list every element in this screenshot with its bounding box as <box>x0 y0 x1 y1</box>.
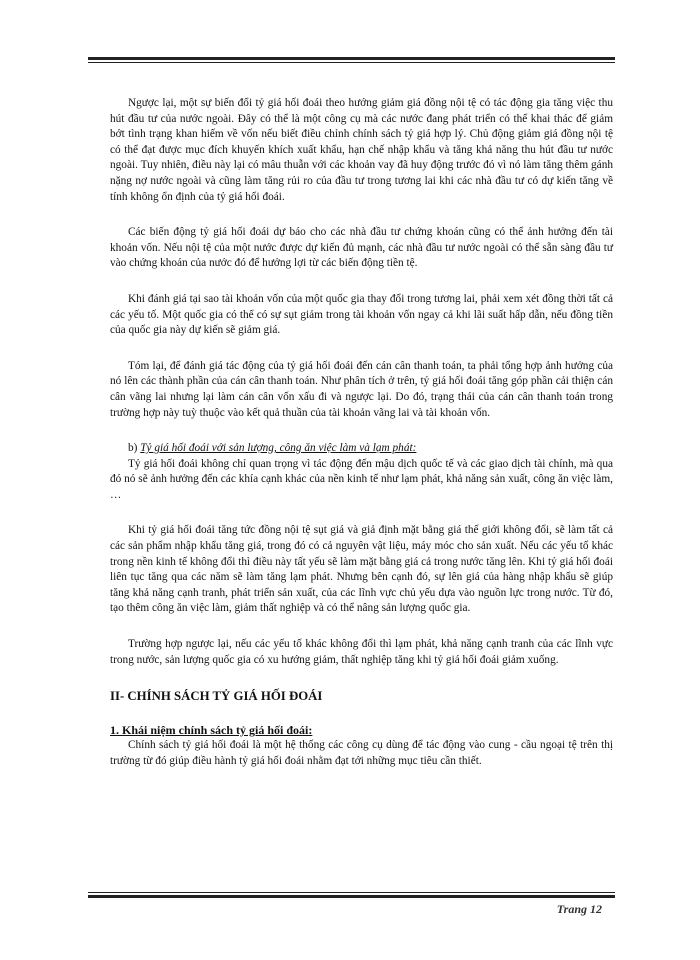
definition-paragraph: Chính sách tỷ giá hối đoái là một hệ thống các công cụ dùng để tác động vào cung - cầu ngoại tệ trên thị trường từ đó giúp điều hành tỷ giá hối đoái nhằm đạt tới những mục tiêu cần thiết. <box>110 739 613 767</box>
page-number: Trang 12 <box>556 902 602 916</box>
footer-rule <box>88 892 615 896</box>
paragraph: Khi tỷ giá hối đoái tăng tức đồng nội tệ sụt giá và giả định mặt bằng giá thế giới không đổi, sẽ làm tất cả các sản phẩm nhập khẩu tăng giá, trong đó có cả nguyên vật liệu, máy móc cho sản xuất. Nếu các yếu tố khác trong nền kinh tế không đổi thì điều này tất yếu sẽ làm mặt bằng giá cả trong nước tăng lên. Khi tỷ giá hối đoái liên tục tăng qua các năm sẽ làm tăng lạm phát. Nhưng bên cạnh đó, sự lên giá của hàng nhập khẩu sẽ giúp tăng khả năng cạnh tranh, phát triển sản xuất, của các lĩnh vực chủ yếu dựa vào nguồn lực trong nước. Từ đó, tạo thêm công ăn việc làm, giảm thất nghiệp và có thể nâng sản lượng quốc gia. <box>110 524 613 615</box>
header-rule <box>88 57 615 62</box>
subsection-b-text: Tỷ giá hối đoái với sản lượng, công ăn việc làm và lạm phát: <box>140 442 417 455</box>
paragraph: Các biến động tỷ giá hối đoái dự báo cho các nhà đầu tư chứng khoán cũng có thể ảnh hưởng đến tài khoản vốn. Nếu nội tệ của một nước được dự kiến đủ mạnh, các nhà đầu tư nước ngoài có thể sẵn sàng đầu tư vào chứng khoán của nước đó để hưởng lợi từ các biến động tiền tệ. <box>110 226 613 270</box>
section-subheading: 1. Khái niệm chính sách tỷ giá hối đoái: <box>110 723 313 738</box>
section-heading: II- CHÍNH SÁCH TỶ GIÁ HỐI ĐOÁI <box>110 689 323 704</box>
subsection-b-prefix: b) <box>128 442 141 455</box>
paragraph: Ngược lại, một sự biến đổi tỷ giá hối đoái theo hướng giảm giá đồng nội tệ có tác động gia tăng việc thu hút đầu tư của nước ngoài. Đây có thể là một công cụ mà các nước đang phát triển có thể khai thác để giảm bớt tình trạng khan hiếm về vốn nếu biết điều chỉnh chính sách tỷ giá hợp lý. Chủ động giảm giá đồng nội tệ có thể đạt được mục đích khuyến khích xuất khẩu, hạn chế nhập khẩu và tăng khả năng thu hút đầu tư nước ngoài. Tuy nhiên, điều này lại có mâu thuẫn với các khoản vay đã huy động trước đó vì nó làm tăng thêm gánh nặng nợ nước ngoài và cũng làm tăng rủi ro của đầu tư trong tương lai khi các nhà đầu tư có dự kiến tăng về tính không ổn định của tỷ giá hối đoái. <box>110 97 613 203</box>
paragraph: Trường hợp ngược lại, nếu các yếu tố khác không đổi thì lạm phát, khả năng cạnh tranh của các lĩnh vực trong nước, sản lượng quốc gia có xu hướng giảm, thất nghiệp tăng khi tỷ giá hối đoái giảm xuống. <box>110 638 613 666</box>
subsection-b-title <box>110 441 613 457</box>
paragraph: Khi đánh giá tại sao tài khoản vốn của một quốc gia thay đổi trong tương lai, phải xem xét đồng thời tất cả các yếu tố. Một quốc gia có thể có sự sụt giảm trong tài khoản vốn ngay cả khi lãi suất hấp dẫn, nếu đồng tiền của quốc gia này dự kiến sẽ giảm giá. <box>110 292 613 337</box>
page-body <box>110 96 613 789</box>
paragraph: Tóm lại, để đánh giá tác động của tỷ giá hối đoái đến cán cân thanh toán, ta phải tổng hợp ảnh hưởng của nó lên các thành phần của cán cân thanh toán. Như phân tích ở trên, tỷ giá hối đoái tăng góp phần cải thiện cán cân vãng lai nhưng lại làm cán cân vốn xấu đi và ngược lại. Do đó, trạng thái của cán cân thanh toán trong trường hợp này tuỳ thuộc vào kết quả thuần của tài khoản vãng lai và tài khoản vốn. <box>110 359 613 419</box>
paragraph: Tỷ giá hối đoái không chỉ quan trọng vì tác động đến mậu dịch quốc tế và các giao dịch tài chính, mà qua đó nó sẽ ảnh hưởng đến các khía cạnh khác của nền kinh tế như lạm phát, khả năng sản xuất, công ăn việc làm, … <box>110 457 613 501</box>
